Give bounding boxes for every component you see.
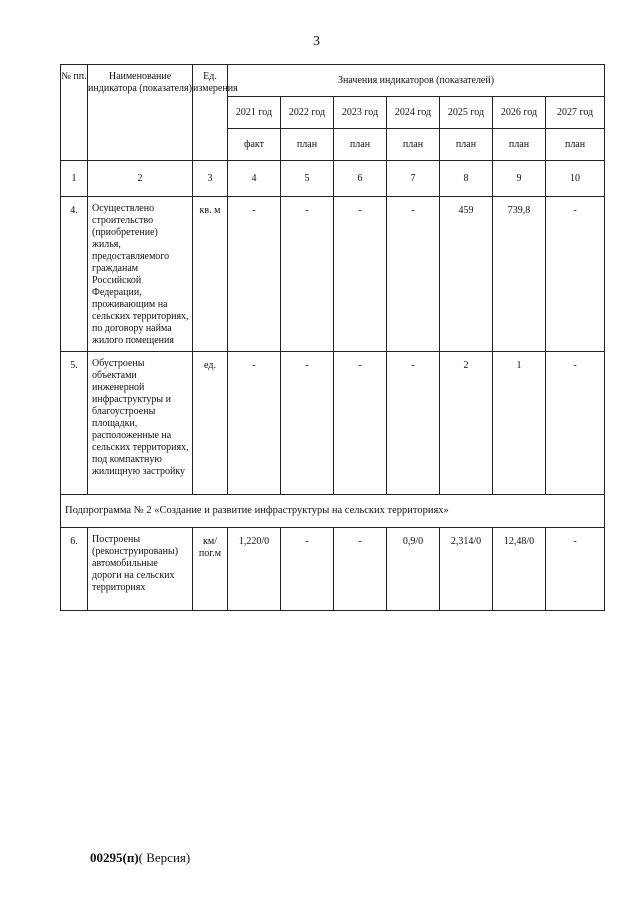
column-number: 7 [387, 161, 440, 197]
unit-cell: ед. [193, 352, 228, 495]
value-cell: 2,314/0 [440, 528, 493, 611]
value-cell: - [228, 352, 281, 495]
header-kind: план [387, 129, 440, 161]
header-year: 2027 год [546, 97, 605, 129]
value-cell: - [546, 352, 605, 495]
row-number: 4. [61, 197, 88, 352]
value-cell: 2 [440, 352, 493, 495]
column-number: 2 [88, 161, 193, 197]
header-year: 2022 год [281, 97, 334, 129]
value-cell: 1,220/0 [228, 528, 281, 611]
unit-cell: кв. м [193, 197, 228, 352]
header-year: 2025 год [440, 97, 493, 129]
page-number: 3 [313, 34, 320, 49]
column-number: 4 [228, 161, 281, 197]
header-num: № пп. [61, 65, 88, 161]
column-number: 5 [281, 161, 334, 197]
document-version: ( Версия) [138, 850, 191, 865]
value-cell: - [334, 197, 387, 352]
header-year: 2021 год [228, 97, 281, 129]
value-cell: - [387, 352, 440, 495]
unit-cell: км/ пог.м [193, 528, 228, 611]
row-number: 6. [61, 528, 88, 611]
header-kind: план [493, 129, 546, 161]
value-cell: 459 [440, 197, 493, 352]
table-row [61, 352, 605, 495]
value-cell: 739,8 [493, 197, 546, 352]
indicators-table [60, 64, 605, 611]
indicator-name: Построены (реконструированы) автомобильные дороги на сельских территориях [88, 528, 193, 611]
value-cell: - [546, 528, 605, 611]
value-cell: - [281, 528, 334, 611]
header-year: 2024 год [387, 97, 440, 129]
column-number: 1 [61, 161, 88, 197]
value-cell: - [334, 528, 387, 611]
header-values-title: Значения индикаторов (показателей) [228, 65, 605, 97]
header-unit: Ед. измерения [193, 65, 228, 161]
indicator-name: Обустроены объектами инженерной инфраструктуры и благоустроены площадки, расположенные на сельских территориях, под компактную жилищную застройку [88, 352, 193, 495]
indicator-name: Осуществлено строительство (приобретение) жилья, предоставляемого гражданам Российской Федерации, проживающим на сельских территориях, по договору найма жилого помещения [88, 197, 193, 352]
header-year: 2026 год [493, 97, 546, 129]
header-kind: факт [228, 129, 281, 161]
document-code [90, 850, 190, 866]
header-name: Наименование индикатора (показателя) [88, 65, 193, 161]
column-number: 8 [440, 161, 493, 197]
value-cell: - [228, 197, 281, 352]
column-number: 3 [193, 161, 228, 197]
document-code-number: 00295(п) [90, 850, 139, 865]
column-number: 9 [493, 161, 546, 197]
value-cell: 12,48/0 [493, 528, 546, 611]
header-kind: план [334, 129, 387, 161]
table-row [61, 197, 605, 352]
value-cell: - [334, 352, 387, 495]
table-row [61, 528, 605, 611]
value-cell: - [546, 197, 605, 352]
row-number: 5. [61, 352, 88, 495]
header-kind: план [281, 129, 334, 161]
value-cell: - [281, 197, 334, 352]
column-number: 10 [546, 161, 605, 197]
value-cell: 0,9/0 [387, 528, 440, 611]
column-number: 6 [334, 161, 387, 197]
header-kind: план [440, 129, 493, 161]
subprogram-title: Подпрограмма № 2 «Создание и развитие инфраструктуры на сельских территориях» [61, 495, 605, 528]
value-cell: - [387, 197, 440, 352]
value-cell: - [281, 352, 334, 495]
header-year: 2023 год [334, 97, 387, 129]
header-kind: план [546, 129, 605, 161]
value-cell: 1 [493, 352, 546, 495]
